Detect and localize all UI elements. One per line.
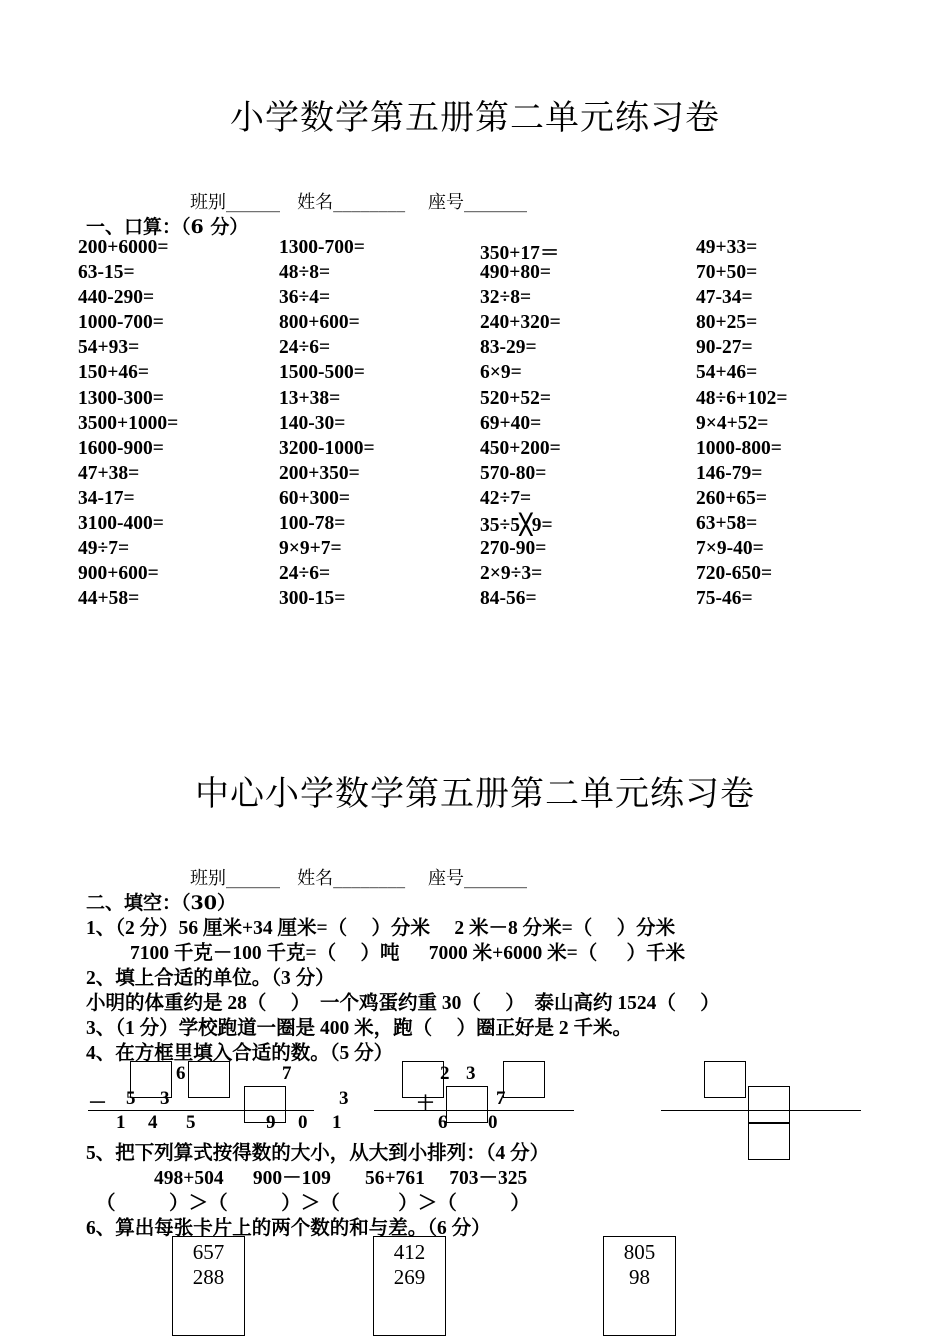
q4-p1-digit: 6 [176,1063,186,1084]
q4-p1-digit: 7 [282,1063,292,1084]
oral-calc-problem: 24÷6= [279,563,331,585]
answer-box[interactable] [503,1061,545,1098]
oral-calc-problem: 100-78= [279,513,346,535]
q5-order-blanks[interactable]: （ ）＞（ ）＞（ ）＞（ ） [96,1193,530,1214]
oral-calc-problem: 47-34= [696,287,753,309]
oral-calc-problem: 49÷7= [78,538,130,560]
q4-p2-digit: 2 [440,1063,450,1084]
oral-calc-problem: 6×9= [480,362,522,384]
oral-calc-problem: 80+25= [696,312,758,334]
oral-calc-problem: 24÷6= [279,337,331,359]
answer-box[interactable] [188,1061,230,1098]
card-number: 412 [393,1240,426,1264]
oral-calc-problem: 63-15= [78,262,135,284]
oral-calc-problem: 69+40= [480,412,542,434]
oral-calc-problem: 146-79= [696,462,763,484]
oral-calc-problem: 570-80= [480,462,547,484]
oral-calc-problem: 200+6000= [78,237,169,258]
oral-calc-problem: 1500-500= [279,362,365,384]
oral-calc-problem: 42÷7= [480,487,532,509]
q4-p2-plus-sign: ＋ [416,1093,436,1114]
oral-calc-problem: 200+350= [279,462,360,484]
oral-calc-problem: 48÷6+102= [696,387,788,409]
oral-calc-problem: 440-290= [78,287,155,309]
oral-calc-problem: 7×9-40= [696,538,764,560]
oral-calc-problem: 54+93= [78,337,140,359]
oral-calc-problem: 84-56= [480,588,537,610]
number-card [603,1236,676,1336]
oral-calc-problem: 3100-400= [78,513,164,535]
oral-calc-problem: 300-15= [279,588,346,610]
number-card [373,1236,446,1336]
sheet1-title: 小学数学第五册第二单元练习卷 [230,98,720,138]
section-oral-calc-heading: 一、口算：（6 分） [86,216,249,238]
oral-calc-problem: 49+33= [696,237,758,258]
q6-title: 6、算出每张卡片上的两个数的和与差。（6 分） [86,1218,491,1239]
oral-calc-problem: 800+600= [279,312,360,334]
answer-box[interactable] [704,1061,746,1098]
oral-calc-problem: 13+38= [279,387,341,409]
oral-calc-problem: 34-17= [78,487,135,509]
card-number: 805 [623,1240,656,1264]
q4-p1-digit: 3 [160,1088,170,1109]
oral-calc-problem: 1300-700= [279,237,365,258]
oral-calc-problem: 1600-900= [78,437,164,459]
q4-p1-digit: 5 [186,1112,196,1133]
q2-title: 2、填上合适的单位。（3 分） [86,968,335,989]
q1-line2: 7100 千克－100 千克=（ ）吨 7000 米+6000 米=（ ）千米 [130,943,685,964]
oral-calc-problem: 2×9÷3= [480,563,543,585]
oral-calc-problem: 3500+1000= [78,412,179,434]
q1-line1: 1、（2 分）56 厘米+34 厘米=（ ）分米 2 米－8 分米=（ ）分米 [86,918,676,939]
section-fill-in-heading: 二、填空：（30） [86,892,236,914]
oral-calc-problem: 70+50= [696,262,758,284]
oral-calc-problem: 75-46= [696,588,753,610]
answer-box[interactable] [748,1086,790,1123]
card-number: 98 [629,1265,650,1289]
q4-p1-digit: 0 [298,1112,308,1133]
q4-p1-minus-sign: － [88,1093,108,1114]
q4-p2-digit: 6 [438,1112,448,1133]
oral-calc-problem: 3200-1000= [279,437,375,459]
q4-p1-digit: 3 [339,1088,349,1109]
answer-box[interactable] [244,1086,286,1123]
oral-calc-problem: 90-27= [696,337,753,359]
answer-box[interactable] [130,1061,172,1098]
oral-calc-problem: 83-29= [480,337,537,359]
oral-calc-problem: 60+300= [279,487,350,509]
q4-p1-digit: 1 [332,1112,342,1133]
number-card [172,1236,245,1336]
oral-calc-problem: 270-90= [480,538,547,560]
card-number: 269 [393,1265,426,1289]
oral-calc-problem: 47+38= [78,462,140,484]
oral-calc-problem: 9×4+52= [696,412,769,434]
oral-calc-problem: 1000-700= [78,312,164,334]
q4-p1-digit: 5 [126,1088,136,1109]
q2-line: 小明的体重约是 28（ ） 一个鸡蛋约重 30（ ） 泰山高约 1524（ ） [86,993,720,1014]
oral-calc-problem: 150+46= [78,362,149,384]
oral-calc-problem: 1300-300= [78,387,164,409]
oral-calc-problem: 140-30= [279,412,346,434]
oral-calc-problem: 9×9+7= [279,538,342,560]
answer-box[interactable] [748,1123,790,1160]
oral-calc-problem: 36÷4= [279,287,331,309]
oral-calc-problem: 720-650= [696,563,773,585]
answer-box[interactable] [446,1086,488,1123]
oral-calc-problem: 450+200= [480,437,561,459]
oral-calc-problem: 520+52= [480,387,551,409]
q4-p2-digit: 0 [488,1112,498,1133]
q4-p1-digit: 1 [116,1112,126,1133]
q4-p2-digit: 7 [496,1088,506,1109]
oral-calc-problem: 48÷8= [279,262,331,284]
card-number: 657 [192,1240,225,1264]
oral-calc-problem: 900+600= [78,563,159,585]
oral-calc-problem: 490+80= [480,262,551,284]
oral-calc-problem: 32÷8= [480,287,532,309]
q3-line: 3、（1 分）学校跑道一圈是 400 米，跑（ ）圈正好是 2 千米。 [86,1018,633,1039]
oral-calc-problem: 63+58= [696,513,758,535]
q4-p1-digit: 9 [266,1112,276,1133]
oral-calc-problem: 260+65= [696,487,767,509]
card-number: 288 [192,1265,225,1289]
oral-calc-problem: 35÷5╳9= [480,515,553,537]
sheet2-title: 中心小学数学第五册第二单元练习卷 [195,774,755,814]
q5-expressions: 498+504 900－109 56+761 703－325 [154,1168,528,1189]
oral-calc-problem: 350+17＝ [480,243,560,264]
oral-calc-problem: 240+320= [480,312,561,334]
q4-p1-digit: 4 [148,1112,158,1133]
q4-title: 4、在方框里填入合适的数。（5 分） [86,1043,394,1064]
q5-title: 5、把下列算式按得数的大小，从大到小排列：（4 分） [86,1143,550,1164]
sheet2-info-line: 班别______ 姓名________ 座号_______ [190,868,528,889]
oral-calc-problem: 44+58= [78,588,140,610]
oral-calc-problem: 1000-800= [696,437,782,459]
answer-box[interactable] [402,1061,444,1098]
sheet1-info-line: 班别______ 姓名________ 座号_______ [190,192,528,213]
oral-calc-problem: 54+46= [696,362,758,384]
q4-p2-digit: 3 [466,1063,476,1084]
